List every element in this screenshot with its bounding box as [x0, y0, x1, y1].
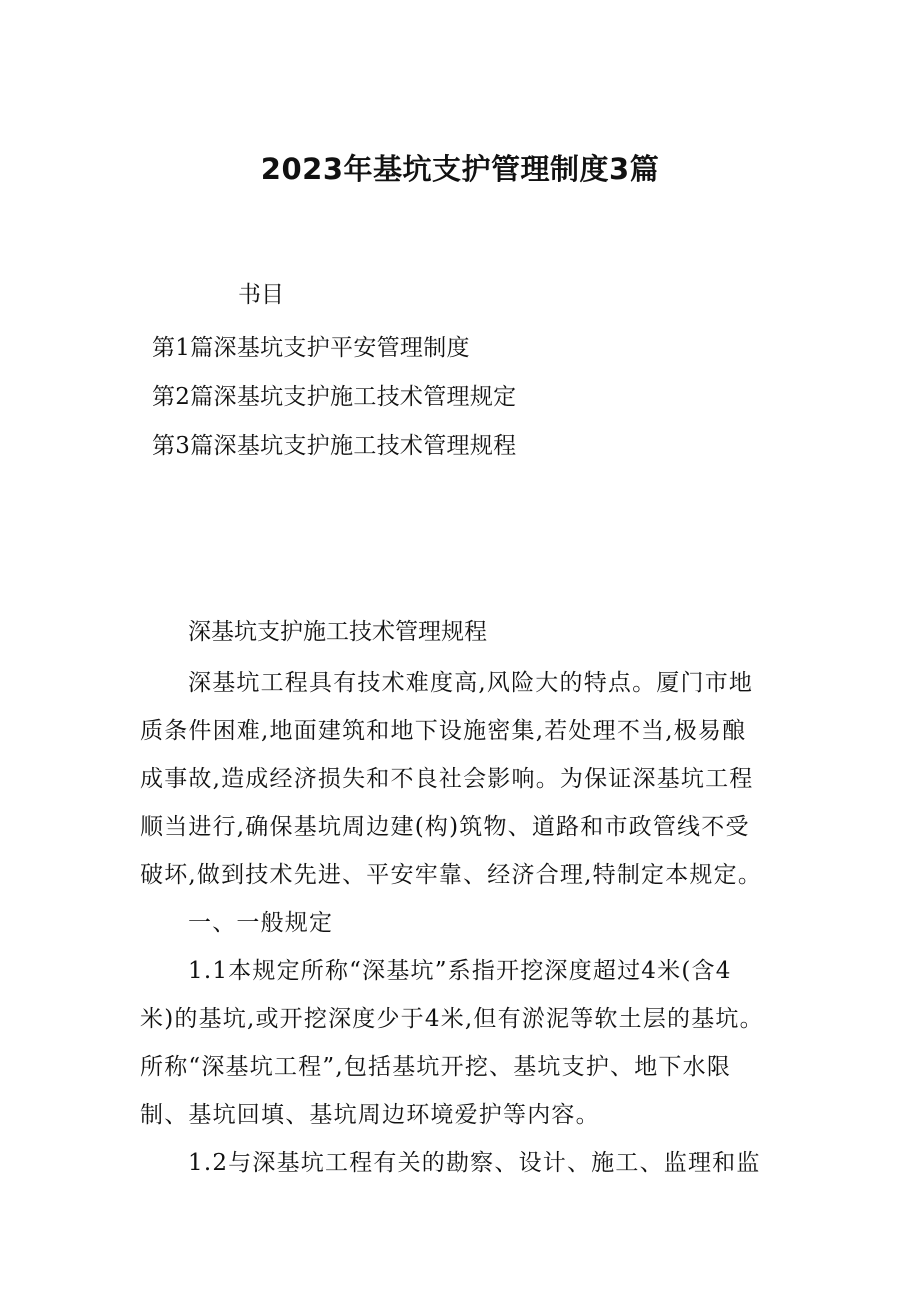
body-line: 所称“深基坑工程”,包括基坑开挖、基坑支护、地下水限	[140, 1054, 732, 1080]
toc-item-2: 第2篇深基坑支护施工技术管理规定	[152, 384, 517, 410]
document-title: 2023年基坑支护管理制度3篇	[260, 152, 660, 186]
section-title: 深基坑支护施工技术管理规程	[188, 619, 487, 645]
body-line: 1.2与深基坑工程有关的勘察、设计、施工、监理和监	[188, 1150, 761, 1176]
table-of-contents	[152, 324, 516, 471]
body-line: 1.1本规定所称“深基坑”系指开挖深度超过4米(含4	[188, 958, 732, 984]
body-line: 米)的基坑,或开挖深度少于4米,但有淤泥等软土层的基坑。	[140, 1006, 764, 1032]
toc-heading: 书目	[238, 282, 284, 308]
body-line: 深基坑工程具有技术难度高,风险大的特点。厦门市地	[188, 670, 754, 696]
section-heading-general: 一、一般规定	[188, 910, 334, 936]
body-line: 制、基坑回填、基坑周边环境爱护等内容。	[140, 1102, 600, 1128]
body-line: 质条件困难,地面建筑和地下设施密集,若处理不当,极易酿	[140, 718, 747, 744]
body-text	[140, 659, 785, 1187]
toc-item-3: 第3篇深基坑支护施工技术管理规程	[152, 433, 517, 459]
body-line: 顺当进行,确保基坑周边建(构)筑物、道路和市政管线不受	[140, 814, 750, 840]
body-line: 成事故,造成经济损失和不良社会影响。为保证深基坑工程	[140, 766, 754, 792]
toc-item-1: 第1篇深基坑支护平安管理制度	[152, 335, 470, 361]
body-line: 破坏,做到技术先进、平安牢靠、经济合理,特制定本规定。	[140, 862, 763, 888]
